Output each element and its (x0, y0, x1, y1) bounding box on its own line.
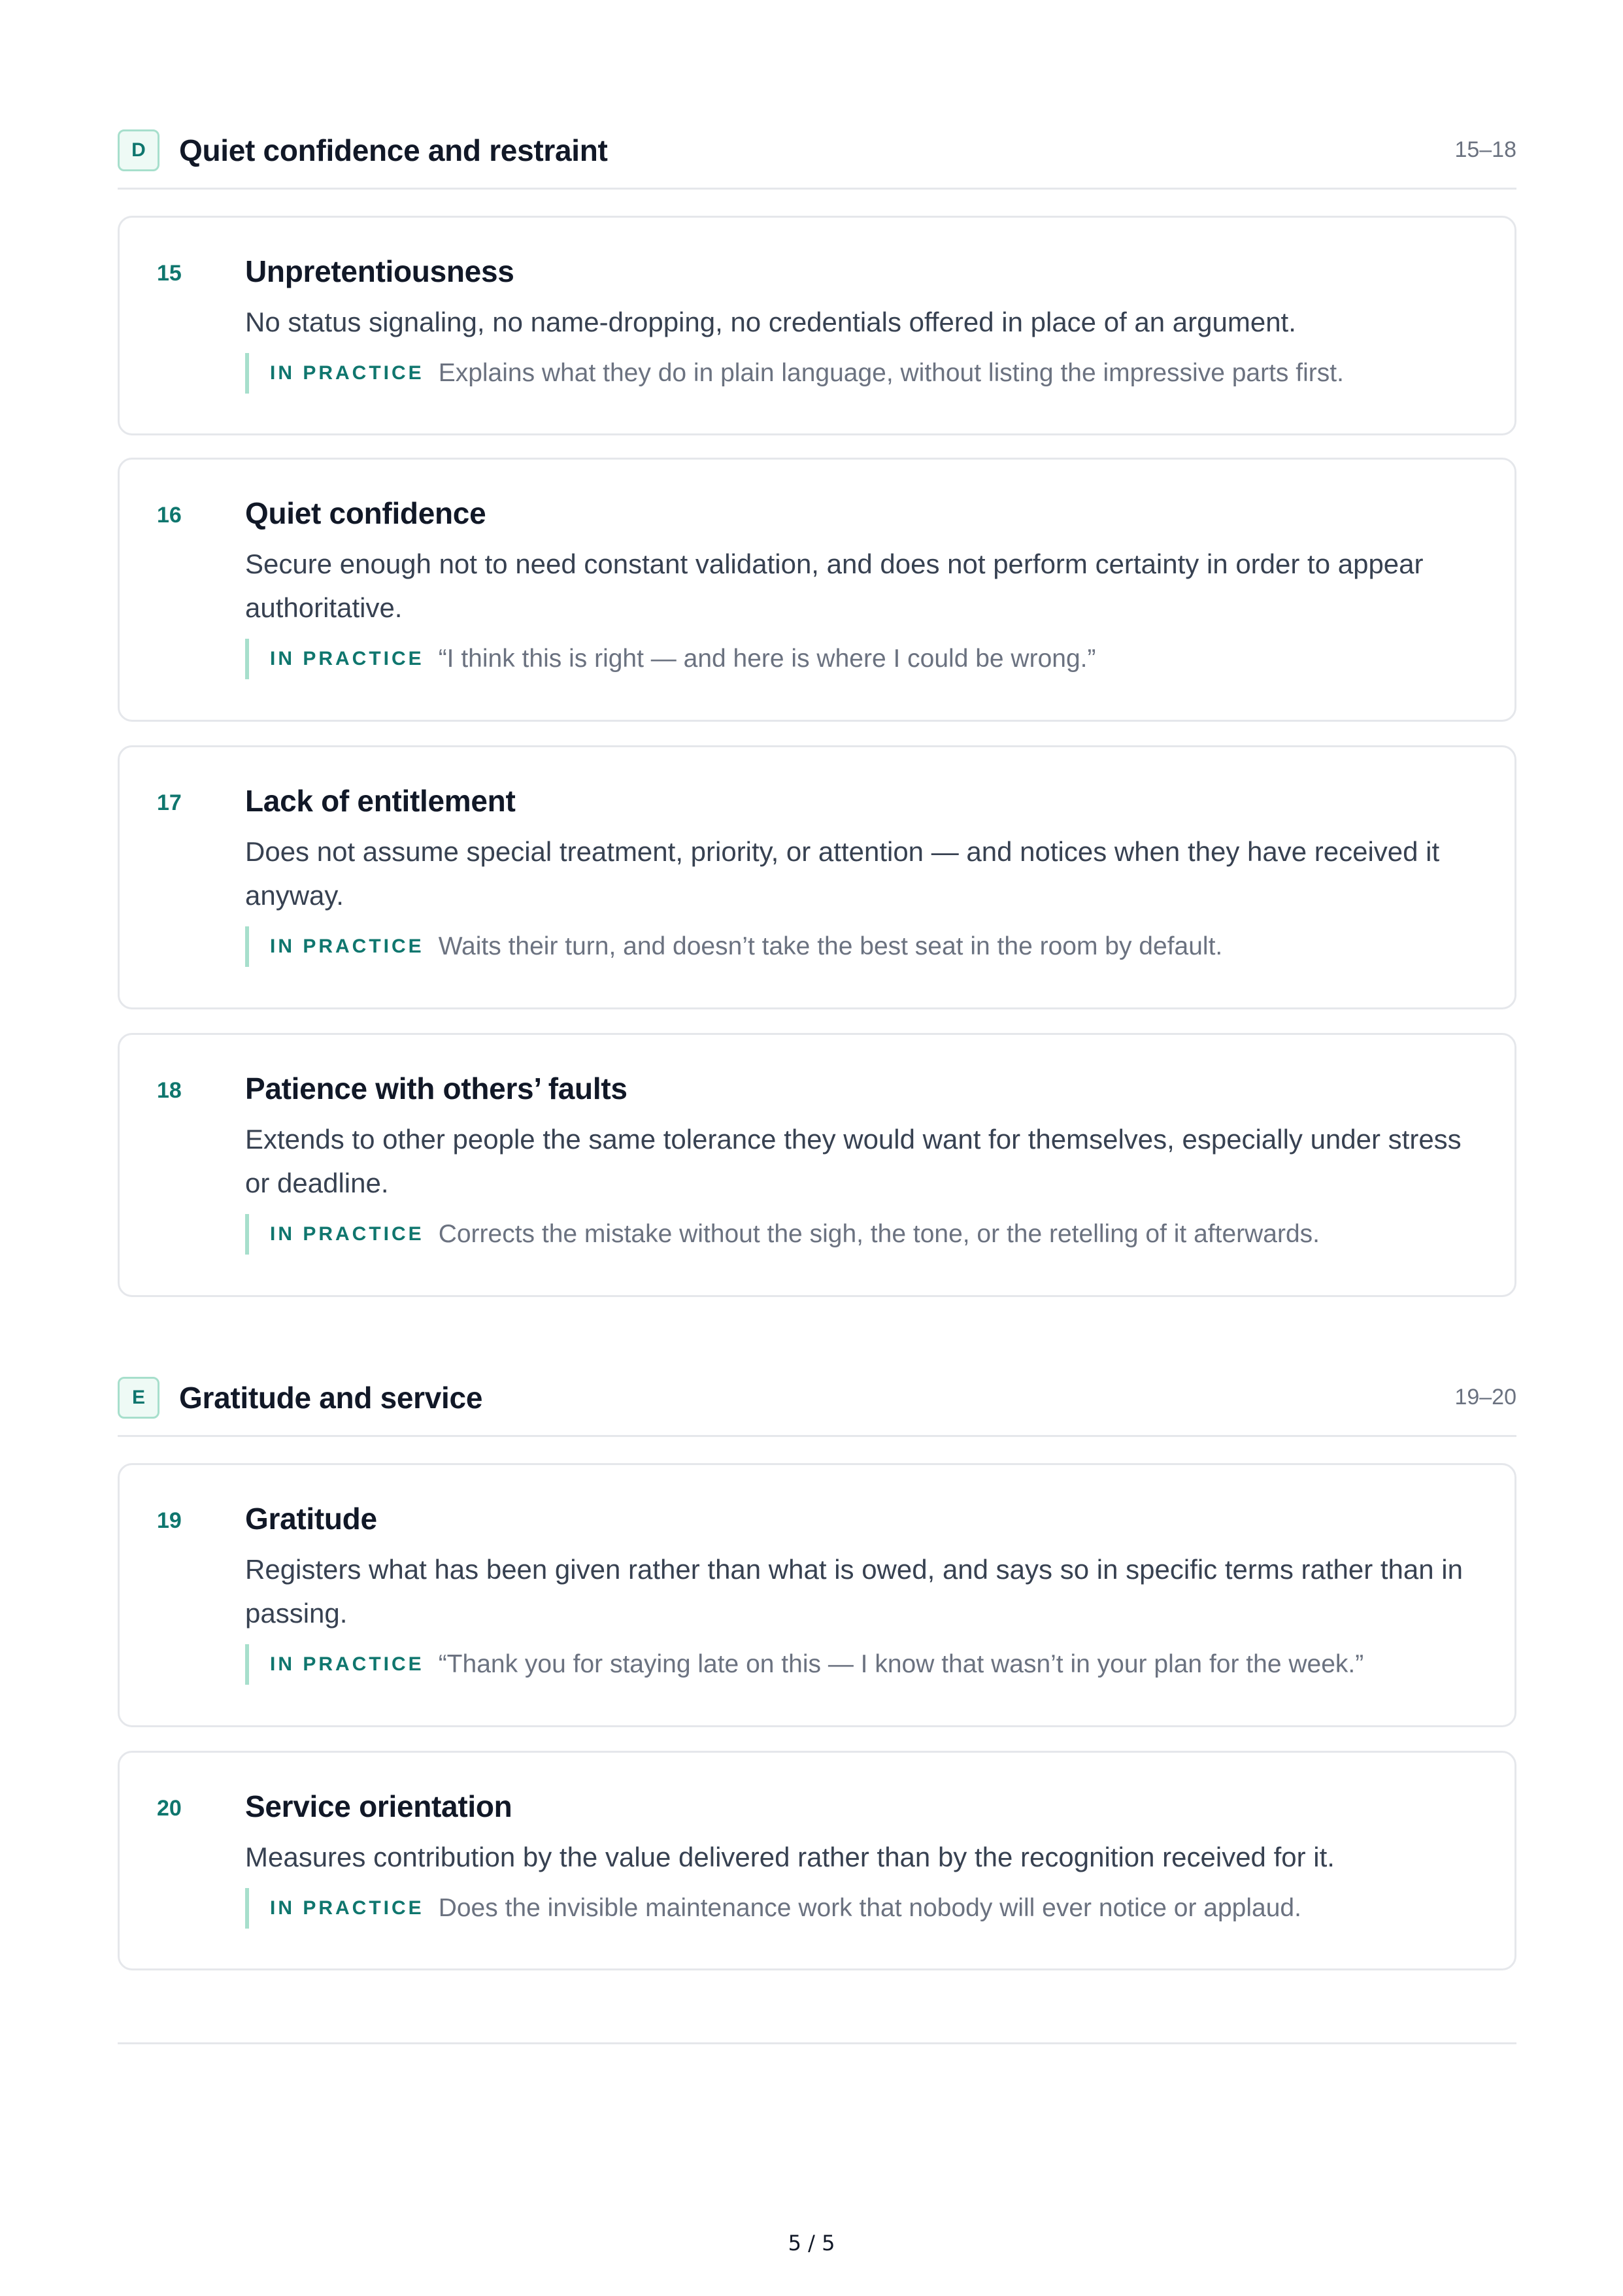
trait-card-20 (118, 1751, 1516, 1970)
section-header-e (118, 1360, 1516, 1437)
trait-body (245, 494, 1488, 679)
in-practice-label: IN PRACTICE (270, 362, 424, 384)
trait-description: Does not assume special treatment, priority, or attention — and notices when they have received it anyway. (245, 836, 1440, 911)
in-practice-note (245, 1644, 1488, 1685)
in-practice-note (245, 926, 1488, 967)
in-practice-label: IN PRACTICE (270, 936, 424, 957)
trait-description: Extends to other people the same tolerance they would want for themselves, especially under stress or deadline. (245, 1124, 1462, 1198)
section-title: Gratitude and service (179, 1380, 483, 1415)
trait-card-15 (118, 216, 1516, 435)
trait-card-17 (118, 745, 1516, 1009)
in-practice-note (245, 1888, 1488, 1929)
in-practice-note (245, 1214, 1488, 1255)
trait-card-18 (118, 1033, 1516, 1297)
trait-number: 16 (157, 503, 182, 528)
trait-number: 18 (157, 1078, 182, 1103)
in-practice-label: IN PRACTICE (270, 1653, 424, 1675)
section-letter-badge: E (118, 1377, 159, 1419)
trait-title: Gratitude (245, 1502, 377, 1536)
in-practice-text: Corrects the mistake without the sigh, the tone, or the retelling of it afterwards. (438, 1220, 1320, 1248)
trait-description: Registers what has been given rather than what is owed, and says so in specific terms rather than in passing. (245, 1554, 1463, 1629)
trait-body (245, 1787, 1488, 1929)
trait-body (245, 1499, 1488, 1685)
page-number: 5 / 5 (788, 2231, 835, 2255)
in-practice-label: IN PRACTICE (270, 1223, 424, 1245)
in-practice-label: IN PRACTICE (270, 648, 424, 669)
section-range: 19–20 (1454, 1385, 1516, 1410)
trait-title: Patience with others’ faults (245, 1072, 627, 1106)
section-header-d (118, 112, 1516, 190)
in-practice-text: Waits their turn, and doesn’t take the best seat in the room by default. (438, 932, 1223, 960)
trait-number: 17 (157, 790, 182, 815)
footer-divider (118, 2042, 1516, 2044)
trait-description: Measures contribution by the value delivered rather than by the recognition received for it. (245, 1842, 1335, 1872)
in-practice-text: “Thank you for staying late on this — I know that wasn’t in your plan for the week.” (438, 1650, 1364, 1678)
trait-card-19 (118, 1463, 1516, 1727)
trait-body (245, 1069, 1488, 1255)
trait-title: Quiet confidence (245, 496, 486, 530)
trait-number: 15 (157, 261, 182, 286)
trait-card-16 (118, 458, 1516, 722)
trait-body (245, 252, 1488, 394)
trait-number: 19 (157, 1508, 182, 1533)
section-letter-badge: D (118, 129, 159, 171)
trait-description: No status signaling, no name-dropping, no credentials offered in place of an argument. (245, 307, 1296, 337)
section-title: Quiet confidence and restraint (179, 133, 608, 167)
trait-body (245, 781, 1488, 967)
in-practice-text: Explains what they do in plain language, without listing the impressive parts first. (438, 359, 1344, 387)
trait-description: Secure enough not to need constant validation, and does not perform certainty in order to appear authoritative. (245, 549, 1424, 623)
trait-title: Lack of entitlement (245, 784, 516, 818)
trait-number: 20 (157, 1796, 182, 1821)
in-practice-text: “I think this is right — and here is where I could be wrong.” (438, 645, 1096, 673)
trait-title: Unpretentiousness (245, 254, 514, 288)
in-practice-note (245, 639, 1488, 679)
section-range: 15–18 (1454, 137, 1516, 162)
in-practice-label: IN PRACTICE (270, 1897, 424, 1919)
in-practice-text: Does the invisible maintenance work that nobody will ever notice or applaud. (438, 1894, 1301, 1922)
in-practice-note (245, 353, 1488, 394)
trait-title: Service orientation (245, 1789, 512, 1823)
